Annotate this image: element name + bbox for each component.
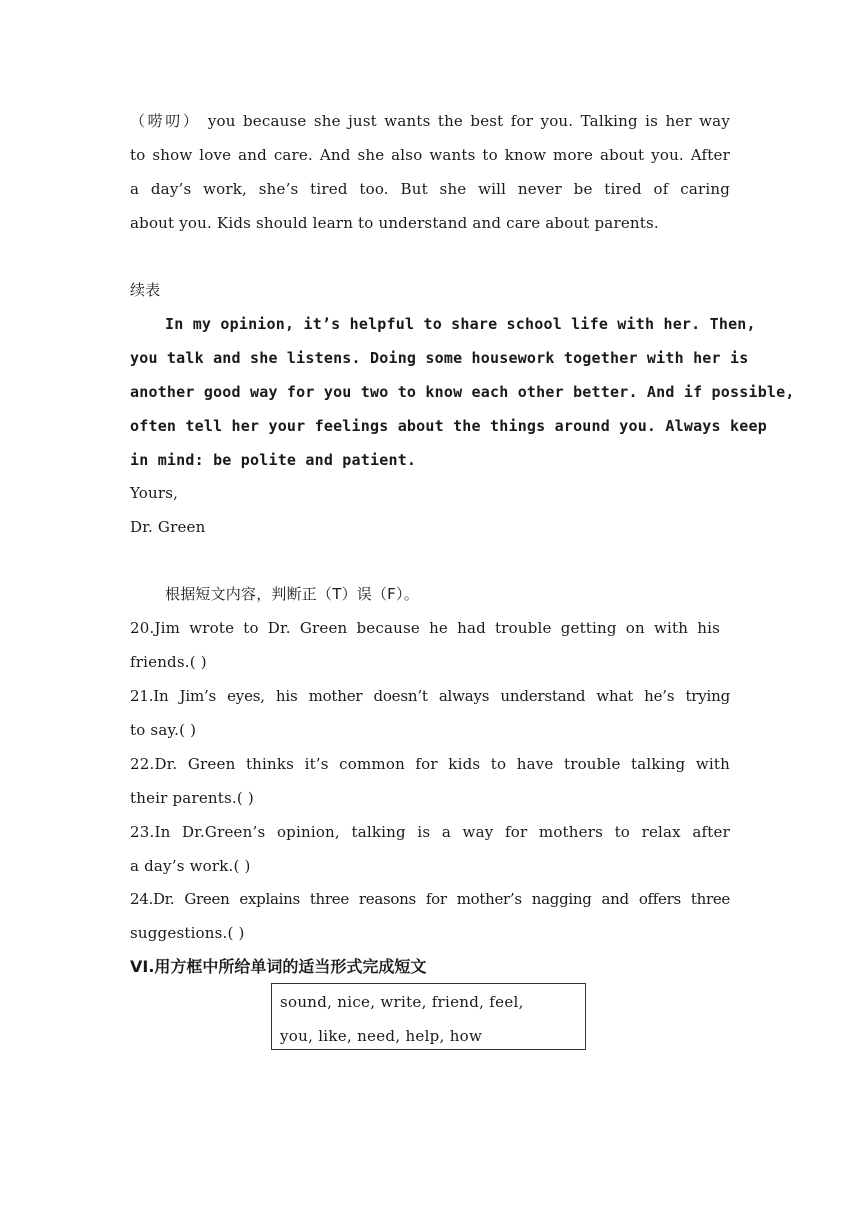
reply-line-2: you talk and she listens. Doing some housework together with her is — [130, 349, 749, 367]
word-box-line-1: sound, nice, write, friend, feel, — [280, 993, 524, 1011]
passage-line-4: about you. Kids should learn to understand and care about parents. — [130, 214, 659, 232]
instruction-text: 根据短文内容，判断正（T）误（F）。 — [165, 585, 419, 603]
section-heading: VI.用方框中所给单词的适当形式完成短文 — [130, 957, 427, 976]
passage-line-3: a day’s work, she’s tired too. But she will never be tired of caring — [130, 180, 730, 198]
reply-line-4: often tell her your feelings about the things around you. Always keep — [130, 417, 767, 435]
reply-line-5: in mind: be polite and patient. — [130, 451, 417, 469]
reply-closing: Yours, — [130, 484, 179, 502]
word-box-line-2: you, like, need, help, how — [280, 1027, 483, 1045]
question-22-line-1: 22.Dr. Green thinks it’s common for kids to have trouble talking with — [130, 755, 730, 773]
passage-line-2: to show love and care. And she also wants to know more about you. After — [130, 146, 730, 164]
question-24-line-2: suggestions.( ) — [130, 924, 245, 942]
question-21-line-1: 21.In Jim’s eyes, his mother doesn’t always understand what he’s trying — [130, 687, 730, 705]
reply-line-3: another good way for you two to know each other better. And if possible, — [130, 383, 795, 401]
reply-line-1: In my opinion, it’s helpful to share school life with her. Then, — [165, 315, 756, 333]
table-continued-label: 续表 — [130, 281, 161, 299]
word-box — [271, 983, 586, 1050]
question-24-line-1: 24.Dr. Green explains three reasons for mother’s nagging and offers three — [130, 890, 730, 908]
question-21-line-2: to say.( ) — [130, 721, 197, 739]
question-20-line-1: 20.Jim wrote to Dr. Green because he had trouble getting on with his — [130, 619, 720, 637]
question-20-line-2: friends.( ) — [130, 653, 207, 671]
question-22-line-2: their parents.( ) — [130, 789, 254, 807]
question-23-line-1: 23.In Dr.Green’s opinion, talking is a way for mothers to relax after — [130, 823, 730, 841]
question-23-line-2: a day’s work.( ) — [130, 857, 251, 875]
passage-line-1: （唠叨） you because she just wants the best for you. Talking is her way — [130, 112, 730, 130]
reply-signature: Dr. Green — [130, 518, 206, 536]
